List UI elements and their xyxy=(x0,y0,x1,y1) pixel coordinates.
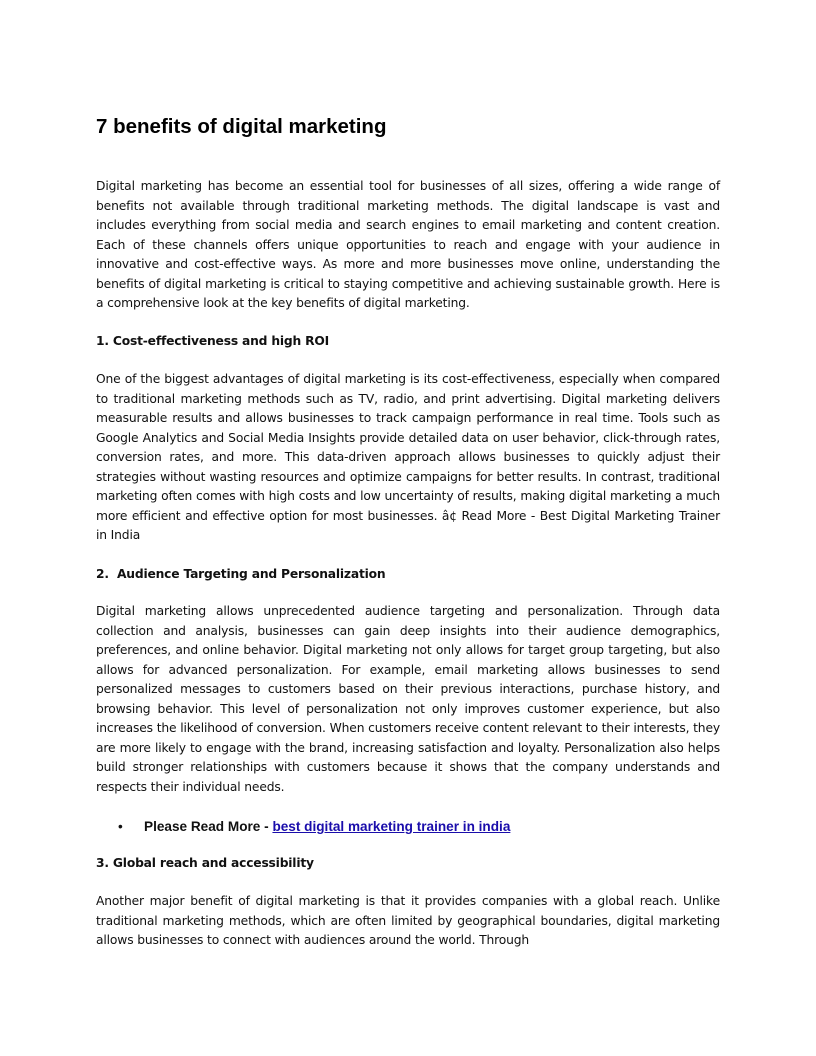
section-heading-audience-targeting: 2. Audience Targeting and Personalization xyxy=(96,567,386,581)
section-heading-cost-effectiveness: 1. Cost-effectiveness and high ROI xyxy=(96,334,330,348)
trainer-link[interactable]: best digital marketing trainer in india xyxy=(272,819,511,834)
section-body-global-reach: Another major benefit of digital marketing is that it provides companies with a global reach. Unlike traditional marketing methods, which are often limited by geographical boundaries, digital marketing allows businesses to connect with audiences around the world. Through xyxy=(96,894,720,948)
page-title: 7 benefits of digital marketing xyxy=(96,115,387,138)
intro-paragraph: Digital marketing has become an essential tool for businesses of all sizes, offering a wide range of benefits not available through traditional marketing methods. The digital landscape is vast and includes everything from social media and search engines to email marketing and content creation. Each of these channels offers unique opportunities to reach and engage with your audience in innovative and cost-effective ways. As more and more businesses move online, understanding the benefits of digital marketing is critical to staying competitive and achieving sustainable growth. Here is a comprehensive look at the key benefits of digital marketing. xyxy=(96,179,720,311)
section-body-cost-effectiveness: One of the biggest advantages of digital marketing is its cost-effectiveness, especially when compared to traditional marketing methods such as TV, radio, and print advertising. Digital marketing delivers measurable results and allows businesses to track campaign performance in real time. Tools such as Google Analytics and Social Media Insights provide detailed data on user behavior, click-through rates, conversion rates, and more. This data-driven approach allows businesses to quickly adjust their strategies without wasting resources and optimize campaigns for better results. In contrast, traditional marketing often comes with high costs and low uncertainty of results, making digital marketing a much more efficient and effective option for most businesses. â¢ Read More - Best Digital Marketing Trainer in India xyxy=(96,372,720,543)
bullet-dot-icon: • xyxy=(118,819,123,834)
read-more-bullet xyxy=(118,817,510,836)
read-more-label: Please Read More - xyxy=(144,819,273,834)
section-heading-global-reach: 3. Global reach and accessibility xyxy=(96,856,314,870)
section-body-audience-targeting: Digital marketing allows unprecedented audience targeting and personalization. Through data collection and analysis, businesses can gain deep insights into their audience demographics, preferences, and online behavior. Digital marketing not only allows for target group targeting, but also allows for advanced personalization. For example, email marketing allows businesses to send personalized messages to customers based on their previous interactions, purchase history, and browsing behavior. This level of personalization not only improves customer experience, but also increases the likelihood of conversion. When customers receive content relevant to their interests, they are more likely to engage with the brand, increasing satisfaction and loyalty. Personalization also helps build stronger relationships with customers because it shows that the company understands and respects their individual needs. xyxy=(96,604,720,794)
